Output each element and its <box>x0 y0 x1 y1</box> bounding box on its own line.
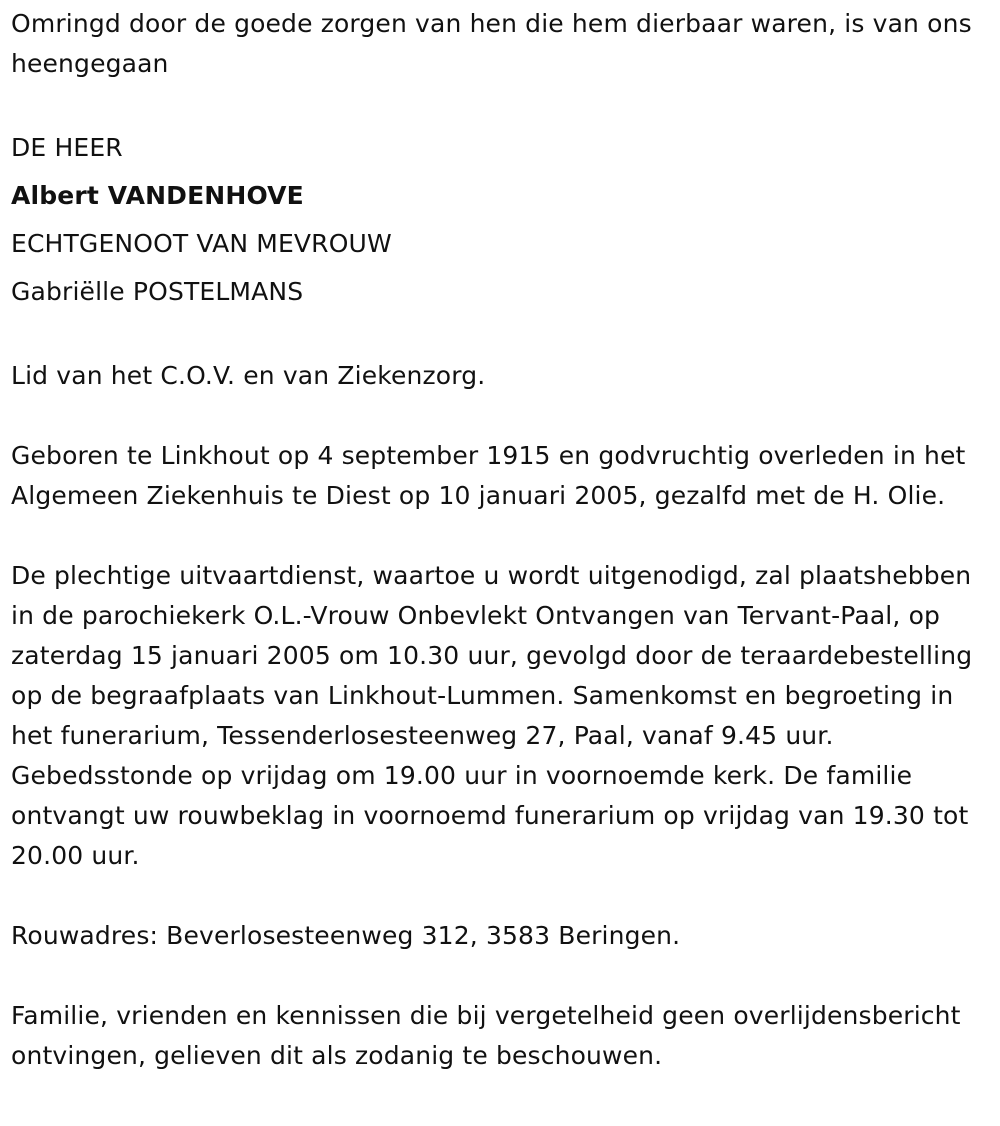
closing-text: Familie, vrienden en kennissen die bij vergetelheid geen overlijdensbericht ontvingen, gelieven dit als zodanig te beschouwen. <box>11 1001 961 1070</box>
spouse-name: Gabriëlle POSTELMANS <box>11 277 304 306</box>
deceased-name: Albert VANDENHOVE <box>11 181 304 210</box>
spouse-label: ECHTGENOOT VAN MEVROUW <box>11 229 392 258</box>
title-text: DE HEER <box>11 133 123 162</box>
funeral-details: De plechtige uitvaartdienst, waartoe u wordt uitgenodigd, zal plaatshebben in de parochiekerk O.L.-Vrouw Onbevlekt Ontvangen van Tervant-Paal, op zaterdag 15 januari 2005 om 10.30 uur, gevolgd door de teraardebestelling op de begraafplaats van Linkhout-Lummen. Samenkomst en begroeting in het funerarium, Tessenderlosesteenweg 27, Paal, vanaf 9.45 uur. Gebedsstonde op vrijdag om 19.00 uur in voornoemde kerk. De familie ontvangt uw rouwbeklag in voornoemd funerarium op vrijdag van 19.30 tot 20.00 uur. <box>11 561 973 870</box>
birth-death-text: Geboren te Linkhout op 4 september 1915 en godvruchtig overleden in het Algemeen Ziekenhuis te Diest op 10 januari 2005, gezalfd met de H. Olie. <box>11 441 966 510</box>
intro-text: Omringd door de goede zorgen van hen die hem dierbaar waren, is van ons heengegaan <box>11 9 972 78</box>
mourning-address: Rouwadres: Beverlosesteenweg 312, 3583 Beringen. <box>11 921 681 950</box>
membership-text: Lid van het C.O.V. en van Ziekenzorg. <box>11 361 486 390</box>
